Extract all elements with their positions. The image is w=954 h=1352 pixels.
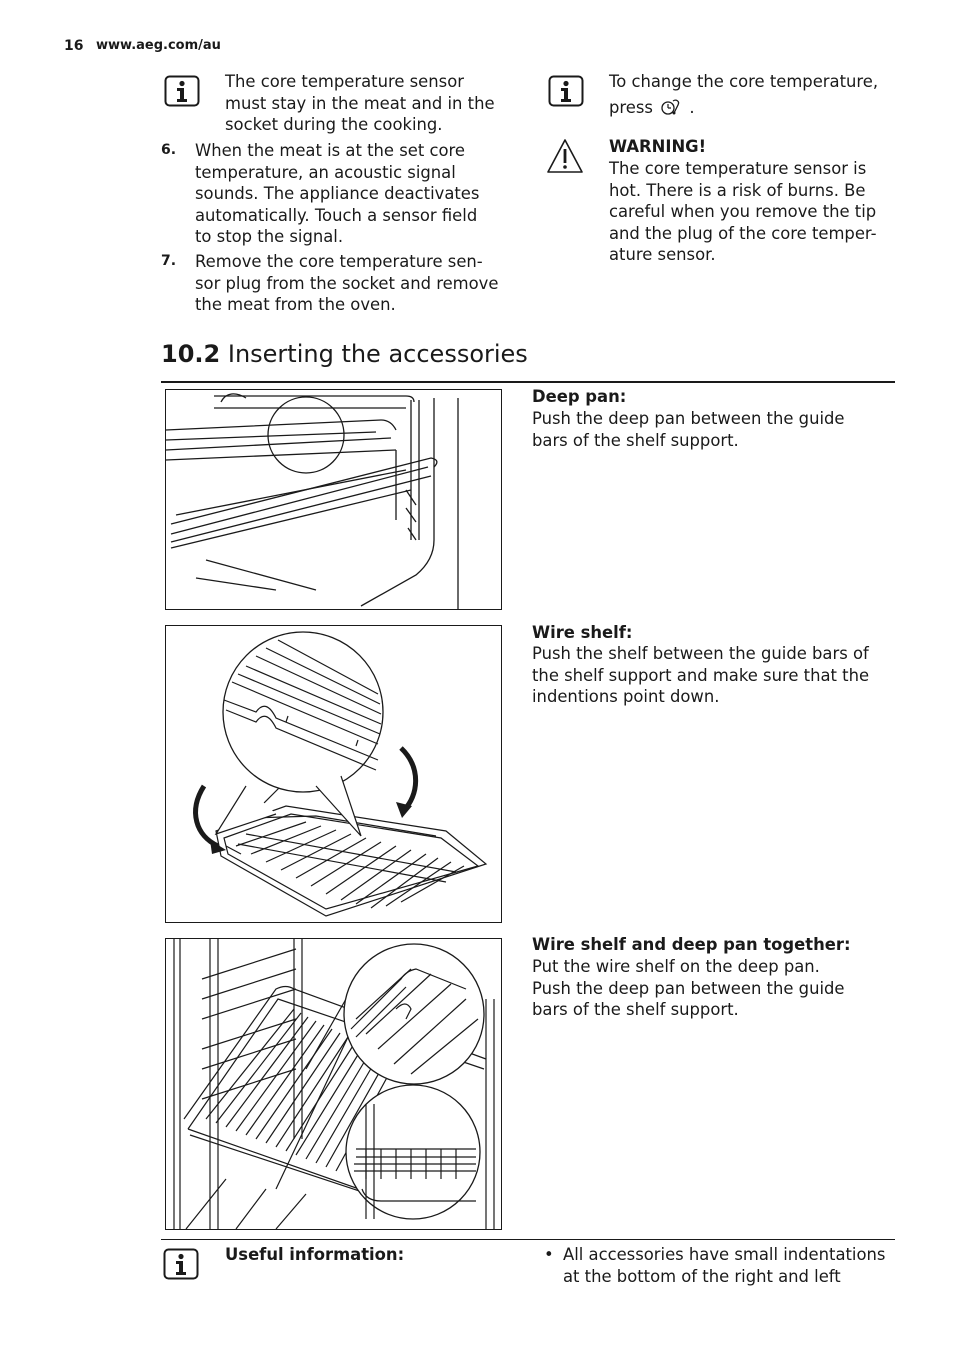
warning-icon [546, 138, 584, 178]
bullet-marker: • [544, 1245, 554, 1264]
page-number: 16 [64, 38, 84, 54]
step-6-number: 6. [161, 142, 177, 158]
info-icon [548, 75, 584, 107]
step-7-text: Remove the core temperature sen- sor plug from the socket and remove the meat from the oven. [195, 252, 499, 314]
useful-info-title: Useful information: [225, 1245, 405, 1264]
wire-shelf-text: Push the shelf between the guide bars of the shelf support and make sure that the indentions point down. [532, 644, 870, 706]
deep-pan-illustration [165, 389, 502, 610]
core-temp-note: To change the core temperature, press . [609, 71, 878, 121]
info-icon [164, 75, 200, 107]
step-7-number: 7. [161, 253, 177, 269]
useful-info-bullet: All accessories have small indentations at the bottom of the right and left [563, 1245, 886, 1286]
core-temp-icon [660, 98, 682, 122]
section-rule [161, 381, 895, 383]
deep-pan-title: Deep pan: [532, 387, 627, 406]
header-url: www.aeg.com/au [96, 38, 221, 53]
warning-title: WARNING! [609, 137, 707, 156]
deep-pan-text: Push the deep pan between the guide bars of the shelf support. [532, 409, 845, 450]
info-icon [163, 1248, 199, 1280]
wire-shelf-title: Wire shelf: [532, 623, 633, 642]
step-6-text: When the meat is at the set core temperature, an acoustic signal sounds. The appliance deactivates automatically. Touch a sensor field to stop the signal. [195, 141, 480, 246]
sensor-note: The core temperature sensor must stay in the meat and in the socket during the cooking. [225, 72, 495, 134]
shelf-and-pan-text: Put the wire shelf on the deep pan. Push the deep pan between the guide bars of the shelf support. [532, 957, 845, 1019]
section-title: 10.2 Inserting the accessories [161, 340, 528, 368]
shelf-and-pan-title: Wire shelf and deep pan together: [532, 935, 851, 954]
wire-shelf-illustration [165, 625, 502, 923]
warning-text: The core temperature sensor is hot. There is a risk of burns. Be careful when you remove the tip and the plug of the core temper- ature sensor. [609, 159, 877, 264]
useful-info-rule [161, 1239, 895, 1240]
shelf-and-pan-illustration [165, 938, 502, 1230]
